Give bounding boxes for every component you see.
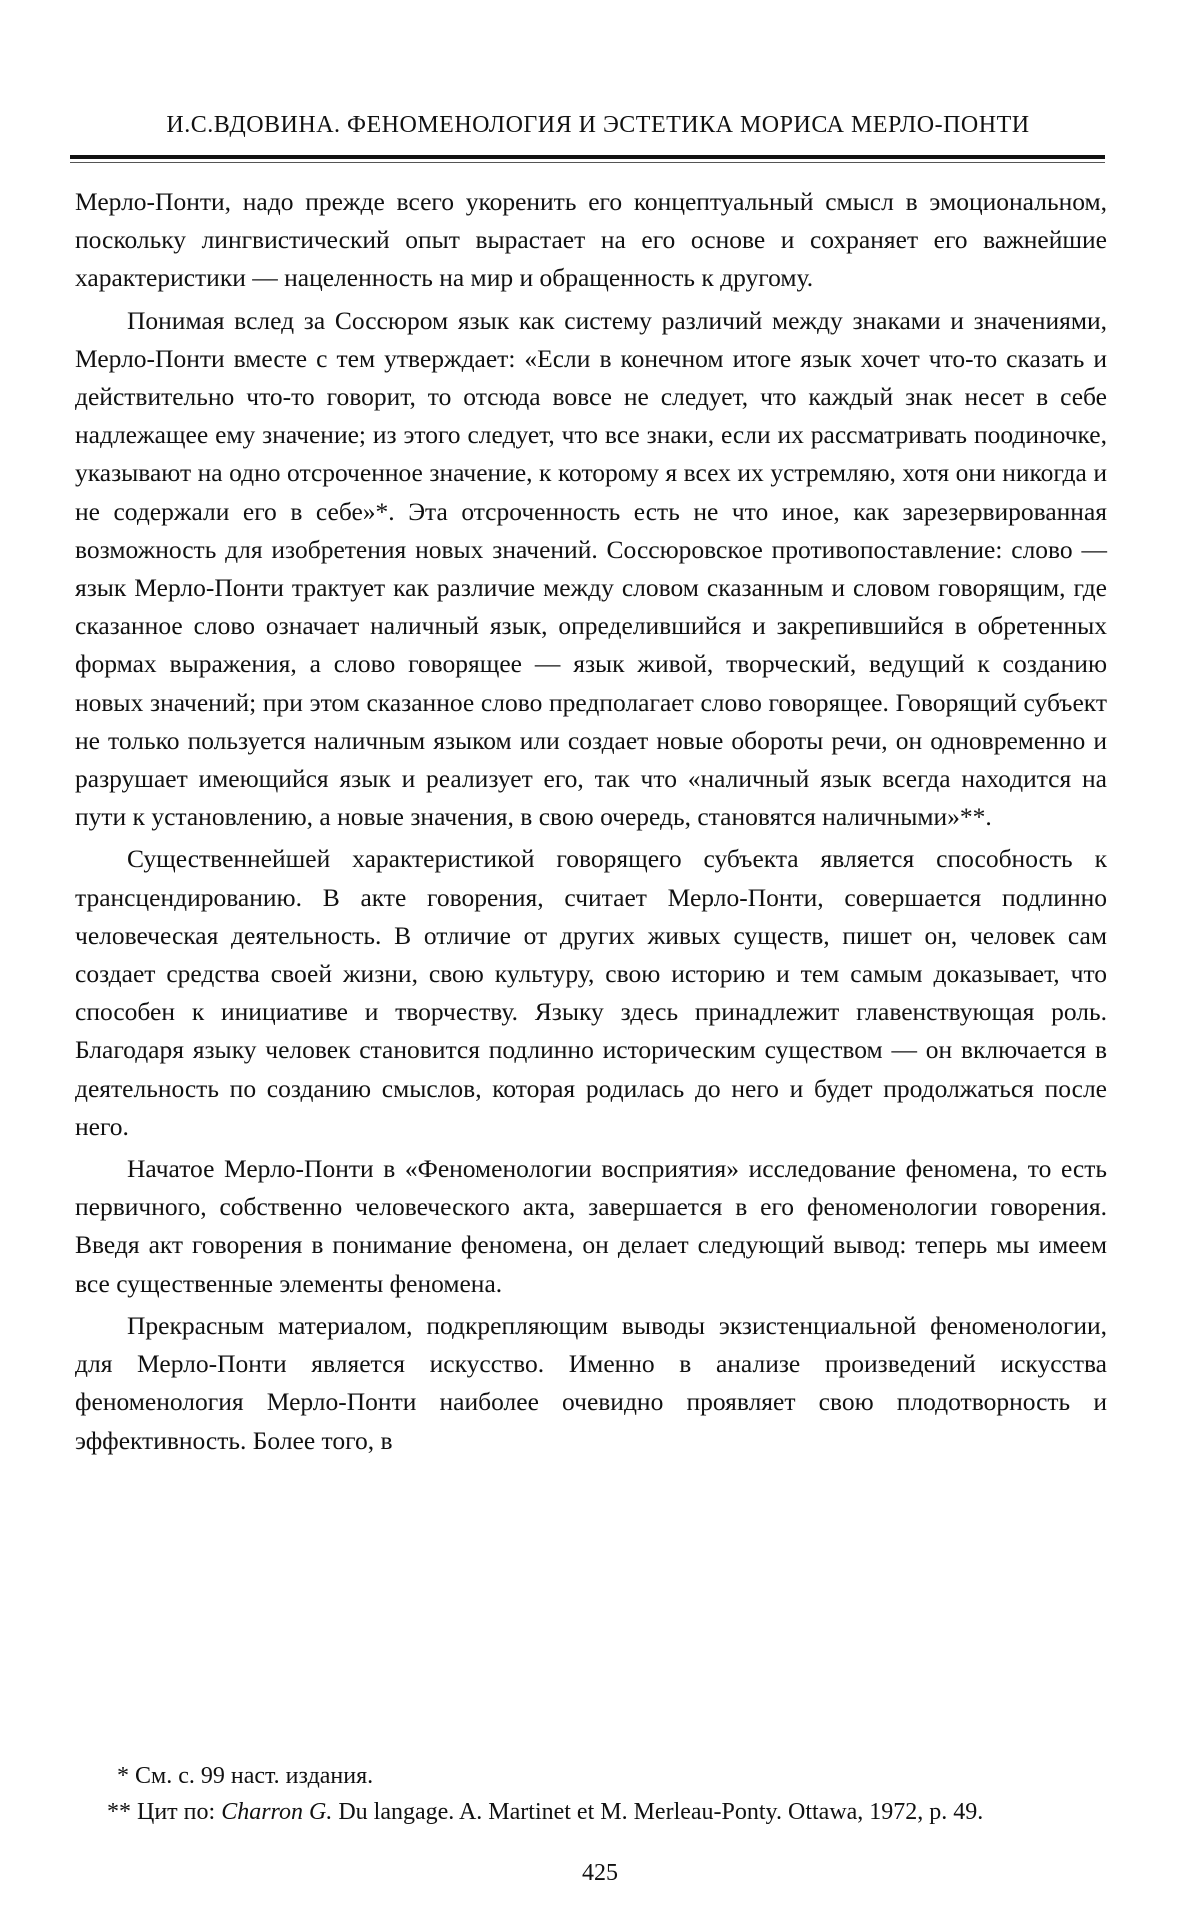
footnote-2 <box>75 1794 1107 1830</box>
header-rule-thin <box>70 162 1105 163</box>
running-header: И.С.ВДОВИНА. ФЕНОМЕНОЛОГИЯ И ЭСТЕТИКА МОРИСА МЕРЛО-ПОНТИ <box>166 112 1030 138</box>
paragraph-3: Существеннейшей характеристикой говорящего субъекта является способность к трансцендированию. В акте говорения, считает Мерло-Понти, совершается подлинно человеческая деятельность. В отличие от других живых существ, пишет он, человек сам создает средства своей жизни, свою культуру, свою историю и тем самым доказывает, что способен к инициативе и творчеству. Языку здесь принадлежит главенствующая роль. Благодаря языку человек становится подлинно историческим существом — он включается в деятельность по созданию смыслов, которая родилась до него и будет продолжаться после него. <box>75 844 1107 1141</box>
paragraph-1: Мерло-Понти, надо прежде всего укоренить его концептуальный смысл в эмоциональном, поскольку лингвистический опыт вырастает на его основе и сохраняет его важнейшие характеристики — нацеленность на мир и обращенность к другому. <box>75 187 1107 293</box>
footnotes <box>75 1758 1107 1830</box>
main-text <box>75 183 1107 1464</box>
paragraph-5: Прекрасным материалом, подкрепляющим выводы экзистенциальной феноменологии, для Мерло-Понти является искусство. Именно в анализе произведений искусства феноменология Мерло-Понти наиболее очевидно проявляет свою плодотворность и эффективность. Более того, в <box>75 1310 1107 1455</box>
paragraph-2: Понимая вслед за Соссюром язык как систему различий между знаками и значениями, Мерло-Понти вместе с тем утверждает: «Если в конечном итоге язык хочет что-то сказать и действительно что-то говорит, то отсюда вовсе не следует, что каждый знак несет в себе надлежащее ему значение; из этого следует, что все знаки, если их рассматривать поодиночке, указывают на одно отсроченное значение, к которому я всех их устремляю, хотя они никогда и не содержали его в себе»*. Эта отсроченность есть не что иное, как зарезервированная возможность для изобретения новых значений. Соссюровское противопоставление: слово — язык Мерло-Понти трактует как различие между словом сказанным и словом говорящим, где сказанное слово означает наличный язык, определившийся и закрепившийся в обретенных формах выражения, а слово говорящее — язык живой, творческий, ведущий к созданию новых значений; при этом сказанное слово предполагает слово говорящее. Говорящий субъект не только пользуется наличным языком или создает новые обороты речи, он одновременно и разрушает имеющийся язык и реализует его, так что «наличный язык всегда находится на пути к установлению, а новые значения, в свою очередь, становятся наличными»**. <box>75 305 1107 832</box>
page-number: 425 <box>582 1860 618 1886</box>
footnote-2-prefix: ** Цит по: <box>107 1799 222 1825</box>
paragraph-4: Начатое Мерло-Понти в «Феноменологии восприятия» исследование феномена, то есть первичного, собственно человеческого акта, завершается в его феноменологии говорения. Введя акт говорения в понимание феномена, он делает следующий вывод: теперь мы имеем все существенные элементы феномена. <box>75 1154 1107 1298</box>
footnote-2-rest: Du langage. A. Martinet et M. Merleau-Ponty. Ottawa, 1972, p. 49. <box>332 1799 984 1825</box>
header-rule-thick <box>70 155 1105 159</box>
footnote-2-author: Charron G. <box>221 1799 333 1825</box>
footnote-1: * См. с. 99 наст. издания. <box>117 1763 374 1789</box>
